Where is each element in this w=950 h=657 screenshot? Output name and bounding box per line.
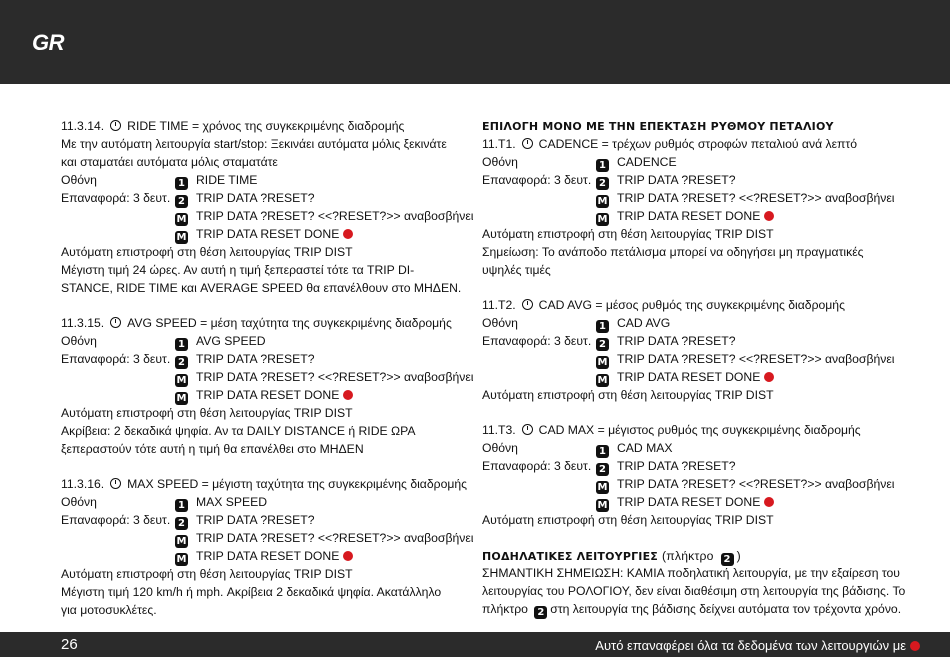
reset-row: M TRIP DATA RESET DONE [482, 368, 877, 386]
red-dot-icon [764, 497, 774, 507]
section-title: 11.3.16. MAX SPEED = μέγιστη ταχύτητα της συγκεκριμένης διαδρομής [61, 477, 468, 491]
reset-row: M TRIP DATA ?RESET? <<?RESET?>> αναβοσβήνει [597, 191, 895, 207]
screen-row: Οθόνη 1 CAD MAX [482, 441, 673, 457]
reset-row: M TRIP DATA RESET DONE [61, 547, 456, 565]
reset-row: Επαναφορά: 3 δευτ. 2 TRIP DATA ?RESET? [482, 173, 736, 189]
button-1-icon: 1 [175, 499, 188, 512]
reset-row: Επαναφορά: 3 δευτ. 2 TRIP DATA ?RESET? [482, 459, 736, 475]
button-2-icon: 2 [721, 553, 734, 566]
clock-icon [110, 317, 121, 328]
button-m-icon: M [597, 482, 608, 493]
description: και σταματάει αυτόματα μόλις σταματάτε [61, 155, 278, 169]
button-2-icon: 2 [534, 606, 547, 619]
reset-row: Επαναφορά: 3 δευτ. 2 TRIP DATA ?RESET? [61, 352, 315, 368]
note: Μέγιστη τιμή 120 km/h ή mph. Ακρίβεια 2 δεκαδικά ψηφία. Ακατάλληλο [61, 585, 442, 599]
note: Σημείωση: Το ανάποδο πετάλισμα μπορεί να οδηγήσει μη πραγματικές [482, 245, 864, 259]
note: υψηλές τιμές [482, 263, 551, 277]
button-m-icon: M [176, 393, 187, 404]
reset-row: M TRIP DATA RESET DONE [482, 207, 877, 225]
note: Μέγιστη τιμή 24 ώρες. Αν αυτή η τιμή ξεπεραστεί τότε τα TRIP DI- [61, 263, 415, 277]
screen-row: Οθόνη 1 RIDE TIME [61, 173, 258, 189]
auto-return: Αυτόματη επιστροφή στη θέση λειτουργίας TRIP DIST [482, 388, 774, 402]
red-dot-icon [343, 551, 353, 561]
important-note: ΣΗΜΑΝΤΙΚΗ ΣΗΜΕΙΩΣΗ: ΚΑΜΙΑ ποδηλατική λειτουργία, με την εξαίρεση του [482, 566, 900, 580]
red-dot-icon [343, 229, 353, 239]
red-dot-icon [343, 390, 353, 400]
button-m-icon: M [176, 536, 187, 547]
clock-icon [522, 299, 533, 310]
button-m-icon: M [176, 232, 187, 243]
cadence-heading: ΕΠΙΛΟΓΗ ΜΟΝΟ ΜΕ ΤΗΝ ΕΠΕΚΤΑΣΗ ΡΥΘΜΟΥ ΠΕΤΑΛΙΟΥ [482, 120, 834, 133]
language-label: GR [32, 30, 64, 55]
button-m-icon: M [597, 375, 608, 386]
screen-row: Οθόνη 1 MAX SPEED [61, 495, 268, 511]
section-title: 11.3.14. RIDE TIME = χρόνος της συγκεκριμένης διαδρομής [61, 119, 405, 133]
button-2-icon: 2 [596, 463, 609, 476]
page-header [0, 0, 950, 84]
button-2-icon: 2 [596, 338, 609, 351]
auto-return: Αυτόματη επιστροφή στη θέση λειτουργίας TRIP DIST [61, 245, 353, 259]
section-title: 11.T2. CAD AVG = μέσος ρυθμός της συγκεκριμένης διαδρομής [482, 298, 845, 312]
button-m-icon: M [597, 196, 608, 207]
reset-row: M TRIP DATA RESET DONE [61, 386, 456, 404]
auto-return: Αυτόματη επιστροφή στη θέση λειτουργίας TRIP DIST [61, 567, 353, 581]
button-1-icon: 1 [596, 320, 609, 333]
button-2-icon: 2 [175, 356, 188, 369]
button-m-icon: M [597, 357, 608, 368]
red-dot-icon [764, 211, 774, 221]
button-1-icon: 1 [175, 177, 188, 190]
clock-icon [522, 424, 533, 435]
button-2-icon: 2 [175, 195, 188, 208]
button-m-icon: M [176, 214, 187, 225]
red-dot-icon [764, 372, 774, 382]
reset-row: M TRIP DATA ?RESET? <<?RESET?>> αναβοσβήνει [176, 370, 474, 386]
screen-row: Οθόνη 1 CADENCE [482, 155, 677, 171]
bike-functions-heading: ΠΟΔΗΛΑΤΙΚΕΣ ΛΕΙΤΟΥΡΓΙΕΣ (πλήκτρο 2 ) [482, 549, 741, 565]
reset-row: M TRIP DATA RESET DONE [61, 225, 456, 243]
clock-icon [110, 478, 121, 489]
auto-return: Αυτόματη επιστροφή στη θέση λειτουργίας TRIP DIST [482, 227, 774, 241]
clock-icon [110, 120, 121, 131]
footer-note: Αυτό επαναφέρει όλα τα δεδομένα των λειτουργιών με [595, 638, 920, 653]
important-note: πλήκτρο 2 στη λειτουργία της βάδισης δείχνει αυτόματα τον τρέχοντα χρόνο. [482, 602, 902, 618]
section-title: 11.T3. CAD MAX = μέγιστος ρυθμός της συγκεκριμένης διαδρομής [482, 423, 861, 437]
clock-icon [522, 138, 533, 149]
button-1-icon: 1 [596, 159, 609, 172]
important-note: λειτουργίας του ΡΟΛΟΓΙΟΥ, δεν είναι διαθέσιμη στη λειτουργία της βάδισης. Το [482, 584, 906, 598]
reset-row: M TRIP DATA RESET DONE [482, 493, 877, 511]
left-column [61, 117, 474, 619]
auto-return: Αυτόματη επιστροφή στη θέση λειτουργίας TRIP DIST [61, 406, 353, 420]
reset-row: Επαναφορά: 3 δευτ. 2 TRIP DATA ?RESET? [482, 334, 736, 350]
button-m-icon: M [597, 214, 608, 225]
page-footer [0, 632, 950, 657]
reset-row: M TRIP DATA ?RESET? <<?RESET?>> αναβοσβήνει [597, 477, 895, 493]
button-1-icon: 1 [596, 445, 609, 458]
red-dot-icon [910, 641, 920, 651]
section-title: 11.T1. CADENCE = τρέχων ρυθμός στροφών πεταλιού ανά λεπτό [482, 137, 858, 151]
button-2-icon: 2 [596, 177, 609, 190]
note: για μοτοσυκλέτες. [61, 603, 157, 617]
screen-row: Οθόνη 1 AVG SPEED [61, 334, 266, 350]
reset-row: Επαναφορά: 3 δευτ. 2 TRIP DATA ?RESET? [61, 513, 315, 529]
reset-row: M TRIP DATA ?RESET? <<?RESET?>> αναβοσβήνει [597, 352, 895, 368]
description: Με την αυτόματη λειτουργία start/stop: Ξεκινάει αυτόματα μόλις ξεκινάτε [61, 137, 447, 151]
reset-row: M TRIP DATA ?RESET? <<?RESET?>> αναβοσβήνει [176, 531, 474, 547]
note: Ακρίβεια: 2 δεκαδικά ψηφία. Αν τα DAILY DISTANCE ή RIDE ΩΡΑ [61, 424, 416, 438]
page-number: 26 [61, 636, 78, 653]
button-m-icon: M [176, 375, 187, 386]
auto-return: Αυτόματη επιστροφή στη θέση λειτουργίας TRIP DIST [482, 513, 774, 527]
reset-row: M TRIP DATA ?RESET? <<?RESET?>> αναβοσβήνει [176, 209, 474, 225]
button-m-icon: M [597, 500, 608, 511]
right-column [482, 117, 906, 618]
section-title: 11.3.15. AVG SPEED = μέση ταχύτητα της συγκεκριμένης διαδρομής [61, 316, 452, 330]
button-1-icon: 1 [175, 338, 188, 351]
note: ξεπεραστούν τότε αυτή η τιμή θα επανέλθει στο ΜΗΔΕΝ [61, 442, 364, 456]
button-2-icon: 2 [175, 517, 188, 530]
screen-row: Οθόνη 1 CAD AVG [482, 316, 671, 332]
reset-row: Επαναφορά: 3 δευτ. 2 TRIP DATA ?RESET? [61, 191, 315, 207]
note: STANCE, RIDE TIME και AVERAGE SPEED θα επανέλθουν στο ΜΗΔΕΝ. [61, 281, 462, 295]
button-m-icon: M [176, 554, 187, 565]
